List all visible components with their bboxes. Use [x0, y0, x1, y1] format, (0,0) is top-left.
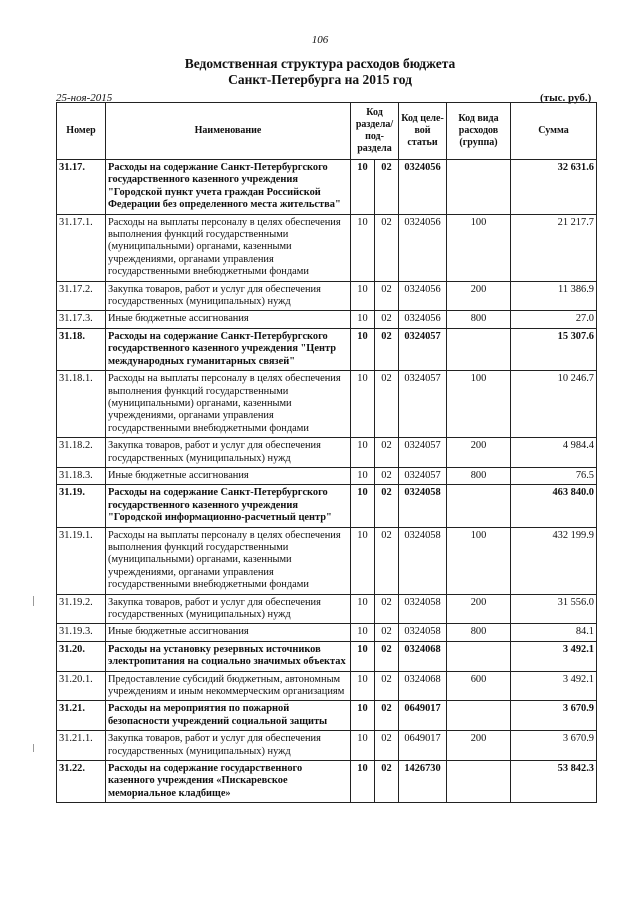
row-number: 31.19.2.: [57, 594, 106, 624]
row-article-code: 0324057: [399, 438, 447, 468]
row-expense-group: 800: [447, 624, 511, 641]
row-article-code: 0324058: [399, 485, 447, 527]
row-amount: 3 670.9: [511, 731, 597, 761]
table-row: [57, 438, 597, 468]
row-expense-group: [447, 701, 511, 731]
row-number: 31.21.: [57, 701, 106, 731]
row-expense-group: 200: [447, 594, 511, 624]
row-amount: 32 631.6: [511, 160, 597, 215]
table-row: [57, 485, 597, 527]
row-section-code: 10: [351, 671, 375, 701]
row-section-code: 10: [351, 641, 375, 671]
table-row: [57, 761, 597, 803]
document-date: 25-ноя-2015: [56, 92, 113, 104]
row-number: 31.22.: [57, 761, 106, 803]
row-expense-group: 200: [447, 438, 511, 468]
row-name: Расходы на выплаты персоналу в целях обеспечения выполнения функций государственными (муниципальными) органами, казенными учреждениями, органами управления государственными внебюджетными фондами: [106, 371, 351, 438]
row-amount: 53 842.3: [511, 761, 597, 803]
row-expense-group: 100: [447, 214, 511, 281]
row-expense-group: [447, 328, 511, 370]
row-expense-group: 800: [447, 467, 511, 484]
row-section-code: 10: [351, 467, 375, 484]
budget-table: [56, 102, 597, 803]
row-amount: 21 217.7: [511, 214, 597, 281]
row-section-code: 10: [351, 731, 375, 761]
column-header-number: Номер: [57, 103, 106, 160]
row-amount: 10 246.7: [511, 371, 597, 438]
row-expense-group: [447, 160, 511, 215]
row-section-code: 10: [351, 624, 375, 641]
row-amount: 76.5: [511, 467, 597, 484]
column-header-group: Код вида расходов (группа): [447, 103, 511, 160]
row-subsection-code: 02: [375, 311, 399, 328]
row-subsection-code: 02: [375, 328, 399, 370]
row-expense-group: 600: [447, 671, 511, 701]
row-expense-group: 800: [447, 311, 511, 328]
margin-mark: [33, 744, 34, 752]
row-article-code: 0324056: [399, 160, 447, 215]
row-article-code: 0324068: [399, 641, 447, 671]
row-amount: 3 670.9: [511, 701, 597, 731]
row-number: 31.18.1.: [57, 371, 106, 438]
table-row: [57, 624, 597, 641]
row-number: 31.17.1.: [57, 214, 106, 281]
row-amount: 3 492.1: [511, 641, 597, 671]
title-line-1: Ведомственная структура расходов бюджета: [184, 56, 456, 71]
row-number: 31.18.: [57, 328, 106, 370]
row-name: Расходы на установку резервных источников электропитания на социально значимых объектах: [106, 641, 351, 671]
row-number: 31.19.3.: [57, 624, 106, 641]
row-name: Закупка товаров, работ и услуг для обеспечения государственных (муниципальных) нужд: [106, 281, 351, 311]
row-number: 31.21.1.: [57, 731, 106, 761]
row-amount: 31 556.0: [511, 594, 597, 624]
row-article-code: 0324058: [399, 624, 447, 641]
table-row: [57, 328, 597, 370]
row-name: Расходы на выплаты персоналу в целях обеспечения выполнения функций государственными (муниципальными) органами, казенными учреждениями, органами управления государственными внебюджетными фондами: [106, 527, 351, 594]
column-header-sum: Сумма: [511, 103, 597, 160]
row-article-code: 0324058: [399, 594, 447, 624]
table-row: [57, 281, 597, 311]
row-section-code: 10: [351, 311, 375, 328]
row-name: Расходы на содержание государственного казенного учреждения «Пискаревское мемориальное кладбище»: [106, 761, 351, 803]
row-amount: 84.1: [511, 624, 597, 641]
row-section-code: 10: [351, 281, 375, 311]
column-header-article: Код целе- вой статьи: [399, 103, 447, 160]
row-section-code: 10: [351, 594, 375, 624]
row-expense-group: 100: [447, 527, 511, 594]
margin-mark: [33, 596, 34, 606]
row-section-code: 10: [351, 160, 375, 215]
column-header-section: Код раздела/ под- раздела: [351, 103, 399, 160]
row-number: 31.17.3.: [57, 311, 106, 328]
table-row: [57, 311, 597, 328]
column-header-name: Наименование: [106, 103, 351, 160]
row-amount: 463 840.0: [511, 485, 597, 527]
row-subsection-code: 02: [375, 214, 399, 281]
row-number: 31.18.2.: [57, 438, 106, 468]
row-expense-group: [447, 641, 511, 671]
table-row: [57, 594, 597, 624]
row-name: Закупка товаров, работ и услуг для обеспечения государственных (муниципальных) нужд: [106, 594, 351, 624]
document-title: [0, 56, 640, 88]
row-amount: 11 386.9: [511, 281, 597, 311]
row-amount: 3 492.1: [511, 671, 597, 701]
row-expense-group: 200: [447, 281, 511, 311]
row-section-code: 10: [351, 371, 375, 438]
page-number: 106: [311, 34, 329, 46]
units-label: (тыс. руб.): [540, 92, 592, 104]
row-subsection-code: 02: [375, 485, 399, 527]
table-row: [57, 701, 597, 731]
row-name: Расходы на мероприятия по пожарной безопасности учреждений социальной защиты: [106, 701, 351, 731]
table-row: [57, 160, 597, 215]
row-name: Закупка товаров, работ и услуг для обеспечения государственных (муниципальных) нужд: [106, 438, 351, 468]
row-section-code: 10: [351, 214, 375, 281]
row-article-code: 0324056: [399, 311, 447, 328]
row-section-code: 10: [351, 438, 375, 468]
row-section-code: 10: [351, 328, 375, 370]
row-subsection-code: 02: [375, 594, 399, 624]
row-article-code: 0324057: [399, 467, 447, 484]
row-name: Расходы на содержание Санкт-Петербургского государственного казенного учреждения "Городской информационно-расчетный центр": [106, 485, 351, 527]
row-name: Расходы на содержание Санкт-Петербургского государственного казенного учреждения "Центр международных гуманитарных связей": [106, 328, 351, 370]
row-subsection-code: 02: [375, 438, 399, 468]
row-name: Иные бюджетные ассигнования: [106, 467, 351, 484]
row-section-code: 10: [351, 527, 375, 594]
row-number: 31.17.2.: [57, 281, 106, 311]
row-expense-group: [447, 761, 511, 803]
table-row: [57, 467, 597, 484]
row-article-code: 0649017: [399, 731, 447, 761]
row-amount: 432 199.9: [511, 527, 597, 594]
table-row: [57, 214, 597, 281]
row-article-code: 0324058: [399, 527, 447, 594]
title-line-2: Санкт-Петербурга на 2015 год: [228, 72, 412, 87]
row-article-code: 0324068: [399, 671, 447, 701]
row-subsection-code: 02: [375, 671, 399, 701]
row-name: Иные бюджетные ассигнования: [106, 311, 351, 328]
row-number: 31.20.1.: [57, 671, 106, 701]
row-subsection-code: 02: [375, 701, 399, 731]
row-amount: 27.0: [511, 311, 597, 328]
table-row: [57, 371, 597, 438]
row-article-code: 0324057: [399, 328, 447, 370]
row-name: Расходы на содержание Санкт-Петербургского государственного казенного учреждения "Городской пункт учета граждан Российской Федерации без определенного места жительства": [106, 160, 351, 215]
row-article-code: 0324056: [399, 214, 447, 281]
row-article-code: 1426730: [399, 761, 447, 803]
table-row: [57, 527, 597, 594]
row-expense-group: [447, 485, 511, 527]
row-subsection-code: 02: [375, 731, 399, 761]
row-subsection-code: 02: [375, 160, 399, 215]
row-subsection-code: 02: [375, 371, 399, 438]
table-row: [57, 641, 597, 671]
row-article-code: 0324056: [399, 281, 447, 311]
row-name: Иные бюджетные ассигнования: [106, 624, 351, 641]
row-number: 31.17.: [57, 160, 106, 215]
row-subsection-code: 02: [375, 527, 399, 594]
row-article-code: 0324057: [399, 371, 447, 438]
table-row: [57, 731, 597, 761]
row-article-code: 0649017: [399, 701, 447, 731]
table-header-row: [57, 103, 597, 160]
row-name: Предоставление субсидий бюджетным, автономным учреждениям и иным некоммерческим организациям: [106, 671, 351, 701]
row-subsection-code: 02: [375, 281, 399, 311]
row-subsection-code: 02: [375, 467, 399, 484]
row-subsection-code: 02: [375, 761, 399, 803]
row-amount: 15 307.6: [511, 328, 597, 370]
table-row: [57, 671, 597, 701]
row-expense-group: 200: [447, 731, 511, 761]
row-section-code: 10: [351, 701, 375, 731]
row-subsection-code: 02: [375, 624, 399, 641]
row-section-code: 10: [351, 761, 375, 803]
row-amount: 4 984.4: [511, 438, 597, 468]
row-expense-group: 100: [447, 371, 511, 438]
row-number: 31.19.1.: [57, 527, 106, 594]
row-number: 31.19.: [57, 485, 106, 527]
row-number: 31.20.: [57, 641, 106, 671]
row-subsection-code: 02: [375, 641, 399, 671]
row-number: 31.18.3.: [57, 467, 106, 484]
row-section-code: 10: [351, 485, 375, 527]
row-name: Закупка товаров, работ и услуг для обеспечения государственных (муниципальных) нужд: [106, 731, 351, 761]
row-name: Расходы на выплаты персоналу в целях обеспечения выполнения функций государственными (муниципальными) органами, казенными учреждениями, органами управления государственными внебюджетными фондами: [106, 214, 351, 281]
